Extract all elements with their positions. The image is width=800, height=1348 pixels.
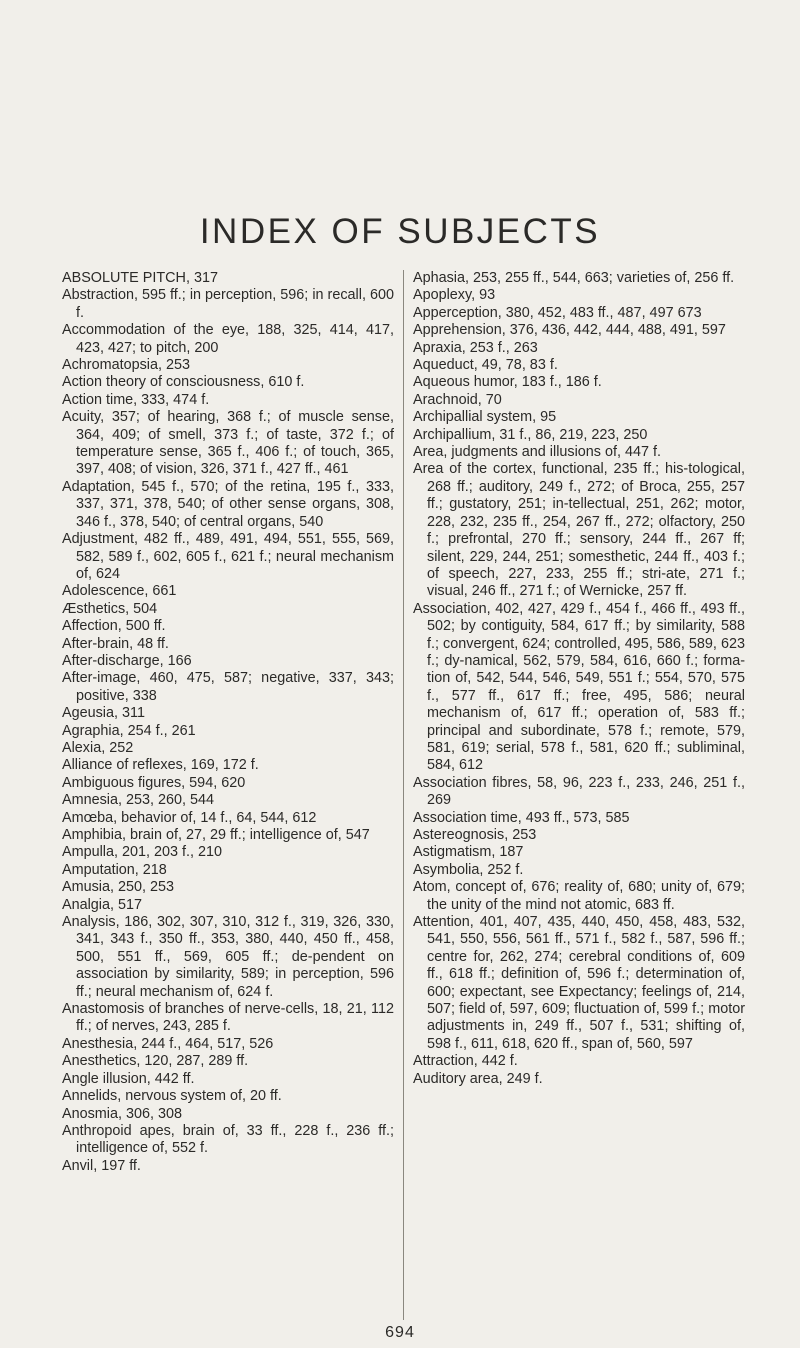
page-title: INDEX OF SUBJECTS: [199, 212, 601, 251]
index-entry: ABSOLUTE PITCH, 317: [62, 270, 218, 286]
index-entry: Accommodation of the eye, 188, 325, 414, 417, 423, 427; to pitch, 200: [62, 322, 394, 356]
index-entry: Alexia, 252: [62, 739, 134, 756]
index-entry: Anastomosis of branches of nerve-cells, 18, 21, 112 ff.; of nerves, 243, 285 f.: [62, 1001, 394, 1035]
index-entry: Aqueduct, 49, 78, 83 f.: [413, 357, 558, 374]
column-divider: [403, 270, 404, 1320]
index-entry: Astereognosis, 253: [413, 827, 537, 843]
index-entry: Amusia, 250, 253: [62, 879, 174, 896]
index-entry: Amputation, 218: [62, 861, 167, 878]
index-entry: Association, 402, 427, 429 f., 454 f., 466 ff., 493 ff., 502; by contiguity, 584, 617 ff.; by similarity, 588 f.; convergent, 624; controlled, 495, 586, 589, 623 f.; dy-namical, 562, 579, 584, 616, 660 f.; forma-tion of, 542, 544, 546, 549, 551 f.; 554, 570, 575 f., 577 ff., 617 ff.; free, 495, 586; neural mechanism of, 617 ff.; operation of, 583 ff.; principal and subordinate, 578 f.; remote, 579, 581, 619; serial, 578 f., 581, 620 ff.; subliminal, 584, 612: [413, 600, 745, 774]
index-entry: Apraxia, 253 f., 263: [413, 339, 538, 356]
index-entry: After-discharge, 166: [62, 652, 192, 669]
index-entry: Amnesia, 253, 260, 544: [62, 792, 215, 809]
index-entry: Aphasia, 253, 255 ff., 544, 663; varieties of, 256 ff.: [413, 270, 735, 286]
index-entry: Action theory of consciousness, 610 f.: [62, 374, 305, 391]
index-entry: Adaptation, 545 f., 570; of the retina, 195 f., 333, 337, 371, 378, 540; of other sense organs, 308, 346 f., 378, 540; of central organs, 540: [62, 478, 394, 530]
index-entry: Acuity, 357; of hearing, 368 f.; of muscle sense, 364, 409; of smell, 373 f.; of taste, 372 f.; of temperature sense, 365 f., 406 f.; of touch, 365, 397, 408; of vision, 326, 371 f., 427 ff., 461: [62, 409, 394, 478]
index-entry: Auditory area, 249 f.: [413, 1070, 543, 1087]
index-column-left: [62, 270, 394, 1175]
index-entry: Adolescence, 661: [62, 583, 177, 600]
index-entry: Anosmia, 306, 308: [62, 1105, 183, 1122]
index-entry: Action time, 333, 474 f.: [62, 391, 210, 408]
index-entry: Analgia, 517: [62, 896, 143, 913]
index-entry: Astigmatism, 187: [413, 844, 524, 861]
index-entry: Analysis, 186, 302, 307, 310, 312 f., 319, 326, 330, 341, 343 f., 350 ff., 353, 380, 440, 450 ff., 458, 500, 551 ff., 569, 605 ff.; de-pendent on association by similarity, 589; in perception, 596 ff.; neural mechanism of, 624 f.: [62, 914, 394, 1000]
index-entry: Arachnoid, 70: [413, 391, 502, 408]
index-entry: Area of the cortex, functional, 235 ff.; his-tological, 268 ff.; auditory, 249 f., 272; of Broca, 255, 257 ff.; gustatory, 251; in-tellectual, 251, 262; motor, 228, 232, 235 ff., 254, 267 ff., 272; olfactory, 250 f.; prefrontal, 270 ff.; sensory, 244 ff., 267 ff; silent, 229, 244, 251; somesthetic, 244 ff., 403 f.; of speech, 227, 233, 255 ff.; stri-ate, 271 f.; visual, 246 ff., 271 f.; of Wernicke, 257 ff.: [413, 461, 745, 600]
index-entry: Area, judgments and illusions of, 447 f.: [413, 444, 661, 461]
index-entry: Alliance of reflexes, 169, 172 f.: [62, 757, 259, 774]
index-entry: Association fibres, 58, 96, 223 f., 233, 246, 251 f., 269: [413, 774, 745, 809]
index-entry: Attraction, 442 f.: [413, 1053, 518, 1070]
index-entry: Amphibia, brain of, 27, 29 ff.; intelligence of, 547: [62, 827, 370, 843]
index-entry: Æsthetics, 504: [62, 600, 158, 617]
index-entry: Apperception, 380, 452, 483 ff., 487, 497 673: [413, 304, 702, 321]
index-entry: Aqueous humor, 183 f., 186 f.: [413, 374, 602, 391]
index-entry: Achromatopsia, 253: [62, 357, 190, 374]
index-entry: Ageusia, 311: [62, 705, 145, 722]
index-entry: Agraphia, 254 f., 261: [62, 722, 196, 739]
index-entry: Apprehension, 376, 436, 442, 444, 488, 491, 597: [413, 322, 726, 339]
index-entry: Abstraction, 595 ff.; in perception, 596; in recall, 600 f.: [62, 287, 394, 321]
index-entry: Ampulla, 201, 203 f., 210: [62, 844, 223, 861]
index-entry: Anvil, 197 ff.: [62, 1157, 141, 1174]
index-entry: Apoplexy, 93: [413, 287, 496, 304]
index-entry: Archipallial system, 95: [413, 409, 557, 426]
index-entry: Annelids, nervous system of, 20 ff.: [62, 1088, 282, 1105]
index-column-right: [413, 270, 745, 1088]
index-entry: After-brain, 48 ff.: [62, 635, 169, 652]
index-entry: Archipallium, 31 f., 86, 219, 223, 250: [413, 426, 648, 443]
index-entry: After-image, 460, 475, 587; negative, 337, 343; positive, 338: [62, 670, 394, 704]
index-entry: Asymbolia, 252 f.: [413, 861, 524, 878]
index-entry: Attention, 401, 407, 435, 440, 450, 458, 483, 532, 541, 550, 556, 561 ff., 571 f., 582 f., 587, 596 ff.; centre for, 262, 274; cerebral conditions of, 609 ff., 618 ff.; definition of, 596 f.; determination of, 600; expectant, see Expectancy; feelings of, 214, 507; field of, 597, 609; fluctuation of, 599 f.; motor adjustments in, 249 ff., 507 f., 531; shifting of, 598 f., 611, 618, 620 ff., span of, 560, 597: [413, 914, 745, 1052]
index-entry: Anesthesia, 244 f., 464, 517, 526: [62, 1035, 274, 1052]
index-entry: Adjustment, 482 ff., 489, 491, 494, 551, 555, 569, 582, 589 f., 602, 605 f., 621 f.; neural mechanism of, 624: [62, 531, 394, 582]
index-entry: Anesthetics, 120, 287, 289 ff.: [62, 1053, 249, 1070]
index-entry: Amœba, behavior of, 14 f., 64, 544, 612: [62, 809, 317, 826]
index-entry: Association time, 493 ff., 573, 585: [413, 809, 630, 826]
index-entry: Atom, concept of, 676; reality of, 680; unity of, 679; the unity of the mind not atomic, 683 ff.: [413, 879, 745, 913]
index-entry: Anthropoid apes, brain of, 33 ff., 228 f., 236 ff.; intelligence of, 552 f.: [62, 1122, 394, 1157]
index-entry: Affection, 500 ff.: [62, 618, 166, 635]
index-entry: Angle illusion, 442 ff.: [62, 1070, 195, 1087]
page-number: 694: [385, 1324, 415, 1341]
index-entry: Ambiguous figures, 594, 620: [62, 774, 246, 791]
